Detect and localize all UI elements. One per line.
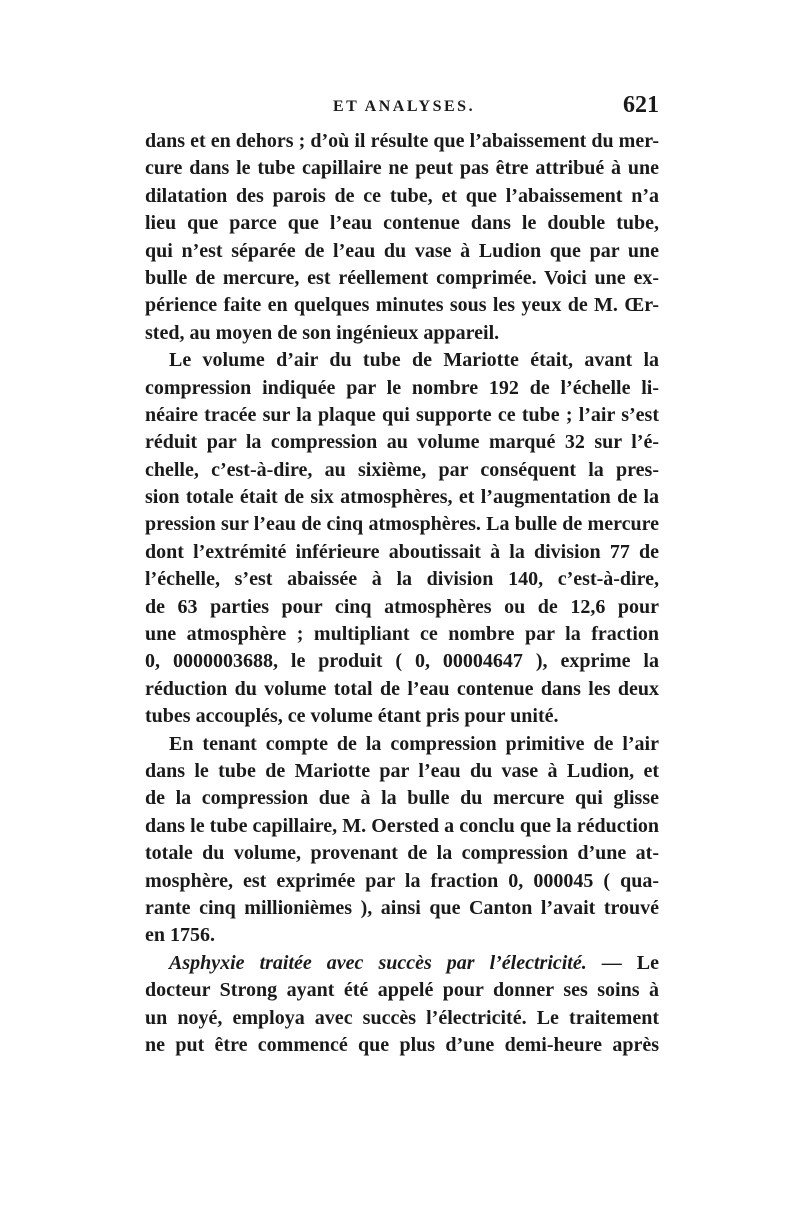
- text-line: une atmosphère ; multipliant ce nombre par la fraction: [145, 623, 659, 646]
- text-line: sion totale était de six atmosphères, et l’augmentation de la: [145, 486, 659, 509]
- running-title: ET ANALYSES.: [333, 98, 476, 115]
- section-heading-line: [145, 950, 659, 977]
- text-line: dilatation des parois de ce tube, et que l’abaissement n’a: [145, 184, 659, 207]
- page-number: 621: [623, 92, 659, 118]
- text-line: dans le tube capillaire, M. Oersted a conclu que la réduction: [145, 814, 659, 837]
- text-line: ne put être commencé que plus d’une demi-heure après: [145, 1033, 659, 1056]
- text-line: de la compression due à la bulle du mercure qui glisse: [145, 787, 659, 810]
- text-line: lieu que parce que l’eau contenue dans le double tube,: [145, 212, 659, 235]
- text-line: compression indiquée par le nombre 192 de l’échelle li-: [145, 376, 659, 399]
- text-line: sted, au moyen de son ingénieux appareil.: [145, 321, 500, 344]
- text-line: périence faite en quelques minutes sous les yeux de M. Œr-: [145, 294, 659, 317]
- paragraph-start-line: Le volume d’air du tube de Mariotte était, avant la: [169, 349, 659, 372]
- text-line: dont l’extrémité inférieure aboutissait à la division 77 de: [145, 540, 659, 563]
- text-line: un noyé, employa avec succès l’électricité. Le traitement: [145, 1006, 659, 1029]
- text-line: réduit par la compression au volume marqué 32 sur l’é-: [145, 431, 659, 454]
- text-line: dans et en dehors ; d’où il résulte que l’abaissement du mer-: [145, 130, 659, 152]
- text-line: rante cinq millionièmes ), ainsi que Canton l’avait trouvé: [145, 896, 659, 919]
- text-line: cure dans le tube capillaire ne peut pas être attribué à une: [145, 157, 659, 180]
- text-line: en 1756.: [145, 924, 215, 947]
- body-text: [145, 128, 659, 1059]
- text-line: docteur Strong ayant été appelé pour donner ses soins à: [145, 979, 659, 1002]
- text-line: néaire tracée sur la plaque qui supporte ce tube ; l’air s’est: [145, 403, 659, 426]
- text-line: chelle, c’est-à-dire, au sixième, par conséquent la pres-: [145, 458, 659, 481]
- text-line: de 63 parties pour cinq atmosphères ou de 12,6 pour: [145, 595, 659, 618]
- text-line: réduction du volume total de l’eau contenue dans les deux: [145, 677, 659, 700]
- text-line: mosphère, est exprimée par la fraction 0, 000045 ( qua-: [145, 869, 659, 892]
- text-line: l’échelle, s’est abaissée à la division 140, c’est-à-dire,: [145, 568, 659, 591]
- text-line: pression sur l’eau de cinq atmosphères. La bulle de mercure: [145, 513, 659, 536]
- text-line: dans le tube de Mariotte par l’eau du vase à Ludion, et: [145, 759, 659, 782]
- paragraph-start-line: En tenant compte de la compression primitive de l’air: [169, 732, 659, 755]
- text-line: qui n’est séparée de l’eau du vase à Ludion que par une: [145, 239, 659, 262]
- section-lead: — Le: [586, 951, 659, 974]
- section-title: Asphyxie traitée avec succès par l’électricité.: [169, 951, 587, 974]
- text-line: totale du volume, provenant de la compression d’une at-: [145, 842, 659, 865]
- text-line: bulle de mercure, est réellement comprimée. Voici une ex-: [145, 266, 659, 289]
- text-line: 0, 0000003688, le produit ( 0, 00004647 ), exprime la: [145, 650, 659, 673]
- running-head: [145, 92, 659, 128]
- text-line: tubes accouplés, ce volume étant pris pour unité.: [145, 705, 559, 728]
